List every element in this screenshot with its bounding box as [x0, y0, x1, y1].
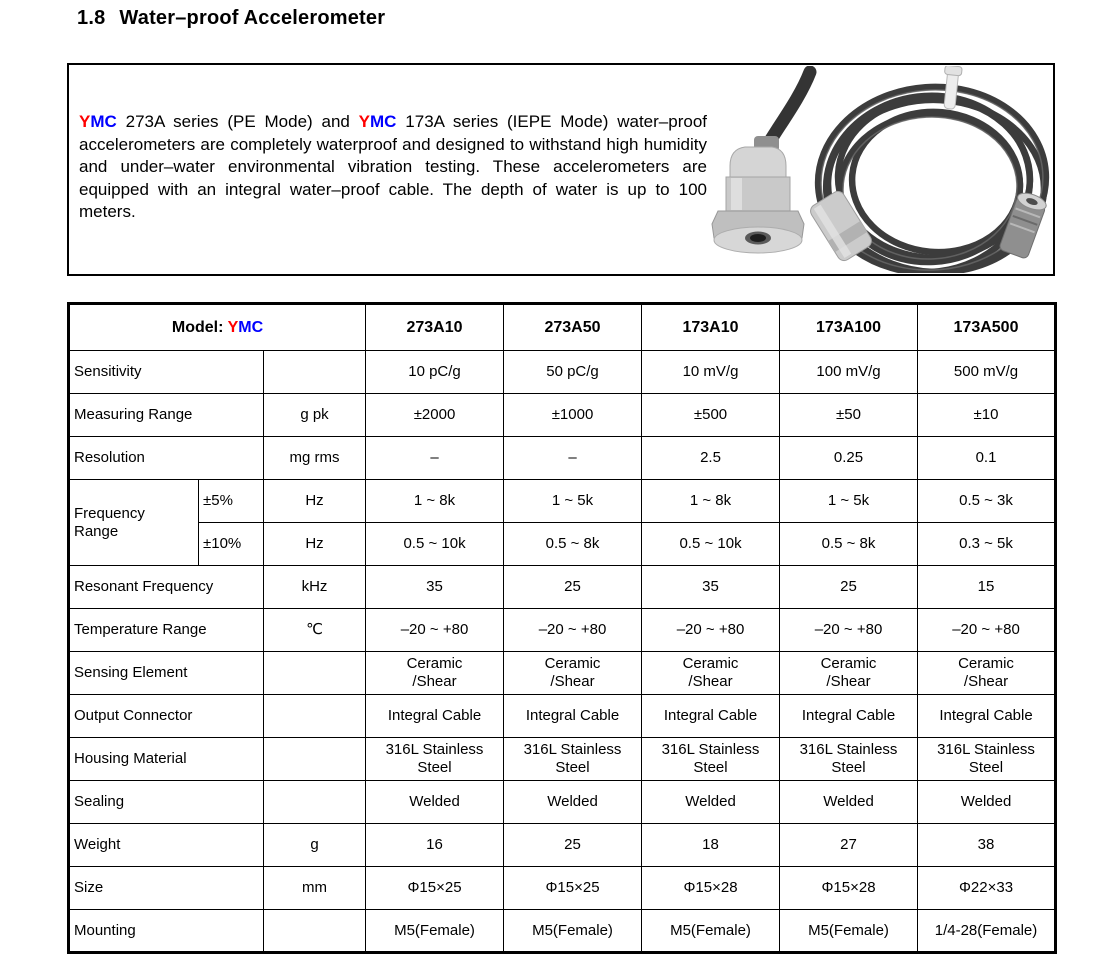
- section-title-text: Water–proof Accelerometer: [119, 7, 386, 29]
- spec-value: 1/4-28(Female): [918, 910, 1056, 953]
- model-column-header: 173A10: [642, 304, 780, 351]
- model-column-header: 173A500: [918, 304, 1056, 351]
- description-box: [67, 63, 1055, 276]
- spec-table: [67, 302, 1057, 954]
- brand-red: Y: [79, 112, 91, 131]
- spec-value: 18: [642, 824, 780, 867]
- row-unit: g: [264, 824, 366, 867]
- spec-value: Φ15×25: [366, 867, 504, 910]
- spec-value: 25: [504, 566, 642, 609]
- spec-value: 38: [918, 824, 1056, 867]
- table-row: [69, 523, 1056, 566]
- row-label: Sensitivity: [69, 351, 264, 394]
- spec-value: ±1000: [504, 394, 642, 437]
- table-row: [69, 695, 1056, 738]
- spec-value: ±500: [642, 394, 780, 437]
- model-column-header: 173A100: [780, 304, 918, 351]
- spec-value: 316L Stainless Steel: [366, 738, 504, 781]
- spec-value: Welded: [504, 781, 642, 824]
- spec-value: 1 ~ 8k: [366, 480, 504, 523]
- spec-value: 100 mV/g: [780, 351, 918, 394]
- model-column-header: 273A10: [366, 304, 504, 351]
- brand-blue: MC: [370, 112, 397, 131]
- spec-value: –: [504, 437, 642, 480]
- spec-value: 500 mV/g: [918, 351, 1056, 394]
- spec-value: Ceramic /Shear: [918, 652, 1056, 695]
- spec-value: 0.3 ~ 5k: [918, 523, 1056, 566]
- spec-value: M5(Female): [642, 910, 780, 953]
- spec-value: ±2000: [366, 394, 504, 437]
- spec-value: Welded: [642, 781, 780, 824]
- row-unit: [264, 351, 366, 394]
- spec-value: Ceramic /Shear: [366, 652, 504, 695]
- spec-value: Φ15×25: [504, 867, 642, 910]
- spec-value: Φ15×28: [780, 867, 918, 910]
- row-label: Sensing Element: [69, 652, 264, 695]
- row-label: Resonant Frequency: [69, 566, 264, 609]
- spec-value: 0.1: [918, 437, 1056, 480]
- table-row: [69, 824, 1056, 867]
- brand-red: Y: [227, 318, 239, 336]
- spec-value: 15: [918, 566, 1056, 609]
- spec-value: –20 ~ +80: [780, 609, 918, 652]
- row-label: Mounting: [69, 910, 264, 953]
- row-label: Temperature Range: [69, 609, 264, 652]
- spec-value: Φ22×33: [918, 867, 1056, 910]
- spec-value: ±10: [918, 394, 1056, 437]
- row-unit: kHz: [264, 566, 366, 609]
- row-label: Weight: [69, 824, 264, 867]
- brand-red: Y: [358, 112, 371, 131]
- spec-value: –20 ~ +80: [642, 609, 780, 652]
- table-row: [69, 867, 1056, 910]
- intro-text: 273A series (PE Mode) and: [116, 112, 359, 131]
- spec-value: Φ15×28: [642, 867, 780, 910]
- spec-value: 50 pC/g: [504, 351, 642, 394]
- row-unit: ℃: [264, 609, 366, 652]
- spec-value: 27: [780, 824, 918, 867]
- spec-value: –20 ~ +80: [504, 609, 642, 652]
- spec-value: Ceramic /Shear: [504, 652, 642, 695]
- row-unit: [264, 781, 366, 824]
- row-label: Sealing: [69, 781, 264, 824]
- table-row: [69, 351, 1056, 394]
- spec-value: 2.5: [642, 437, 780, 480]
- spec-value: 316L Stainless Steel: [504, 738, 642, 781]
- row-unit: [264, 738, 366, 781]
- row-label: Size: [69, 867, 264, 910]
- spec-value: Integral Cable: [918, 695, 1056, 738]
- row-label: Resolution: [69, 437, 264, 480]
- spec-value: 1 ~ 5k: [504, 480, 642, 523]
- table-row: [69, 394, 1056, 437]
- spec-value: Integral Cable: [366, 695, 504, 738]
- model-header-cell: [69, 304, 366, 351]
- row-label: Housing Material: [69, 738, 264, 781]
- table-row: [69, 910, 1056, 953]
- spec-value: Welded: [918, 781, 1056, 824]
- row-label: Frequency Range: [69, 480, 199, 566]
- row-unit: [264, 910, 366, 953]
- spec-value: Ceramic /Shear: [642, 652, 780, 695]
- model-column-header: 273A50: [504, 304, 642, 351]
- spec-value: M5(Female): [504, 910, 642, 953]
- spec-value: 10 mV/g: [642, 351, 780, 394]
- table-header-row: [69, 304, 1056, 351]
- spec-value: Ceramic /Shear: [780, 652, 918, 695]
- spec-value: –20 ~ +80: [918, 609, 1056, 652]
- left-accelerometer: [712, 72, 810, 253]
- spec-value: 16: [366, 824, 504, 867]
- intro-text: 173A series (IEPE Mode) water–proof accelerometers are completely waterproof and designed to withstand high humidity and under–water environmental vibration testing. These accelerometers are equipped with an integral water–proof cable. The depth of water is up to 100 meters.: [79, 112, 707, 221]
- table-row: [69, 609, 1056, 652]
- spec-value: 25: [780, 566, 918, 609]
- spec-value: 25: [504, 824, 642, 867]
- spec-value: ±50: [780, 394, 918, 437]
- row-label: Measuring Range: [69, 394, 264, 437]
- spec-value: 0.5 ~ 8k: [780, 523, 918, 566]
- table-row: [69, 652, 1056, 695]
- row-unit: Hz: [264, 480, 366, 523]
- section-number: 1.8: [77, 7, 106, 29]
- brand-blue: MC: [238, 318, 264, 336]
- spec-value: 316L Stainless Steel: [918, 738, 1056, 781]
- row-unit: mm: [264, 867, 366, 910]
- intro-paragraph: [79, 111, 707, 224]
- spec-value: –20 ~ +80: [366, 609, 504, 652]
- spec-value: –: [366, 437, 504, 480]
- row-sublabel: ±5%: [199, 480, 264, 523]
- row-unit: [264, 652, 366, 695]
- spec-value: 0.5 ~ 3k: [918, 480, 1056, 523]
- spec-value: 10 pC/g: [366, 351, 504, 394]
- row-sublabel: ±10%: [199, 523, 264, 566]
- spec-value: 0.5 ~ 10k: [642, 523, 780, 566]
- row-unit: mg rms: [264, 437, 366, 480]
- row-unit: Hz: [264, 523, 366, 566]
- table-row: [69, 566, 1056, 609]
- spec-value: 1 ~ 8k: [642, 480, 780, 523]
- spec-value: 316L Stainless Steel: [642, 738, 780, 781]
- spec-value: Welded: [366, 781, 504, 824]
- table-row: [69, 480, 1056, 523]
- spec-value: 1 ~ 5k: [780, 480, 918, 523]
- spec-value: 0.5 ~ 8k: [504, 523, 642, 566]
- row-unit: [264, 695, 366, 738]
- spec-value: Integral Cable: [504, 695, 642, 738]
- spec-value: Welded: [780, 781, 918, 824]
- row-unit: g pk: [264, 394, 366, 437]
- page-title: [77, 7, 385, 30]
- spec-value: 35: [366, 566, 504, 609]
- spec-table-wrapper: [67, 302, 1057, 954]
- brand-blue: MC: [90, 112, 117, 131]
- spec-value: 316L Stainless Steel: [780, 738, 918, 781]
- row-label: Output Connector: [69, 695, 264, 738]
- table-row: [69, 781, 1056, 824]
- spec-value: Integral Cable: [642, 695, 780, 738]
- spec-value: 35: [642, 566, 780, 609]
- spec-value: M5(Female): [780, 910, 918, 953]
- spec-value: 0.5 ~ 10k: [366, 523, 504, 566]
- table-row: [69, 437, 1056, 480]
- product-photo: [700, 66, 1052, 273]
- spec-value: 0.25: [780, 437, 918, 480]
- spec-value: M5(Female): [366, 910, 504, 953]
- spec-value: Integral Cable: [780, 695, 918, 738]
- table-row: [69, 738, 1056, 781]
- model-label: Model:: [171, 318, 228, 336]
